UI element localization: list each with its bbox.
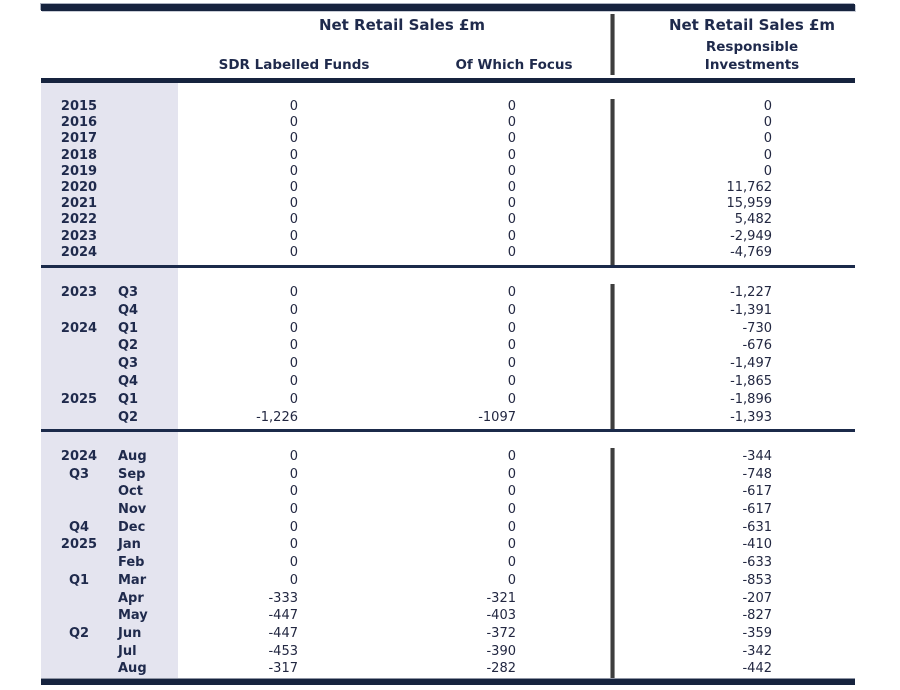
cell-responsible-investments: -827	[742, 608, 772, 624]
row-label-primary: 2019	[60, 163, 98, 179]
row-label-primary: Q1	[68, 572, 90, 588]
cell-sdr-labelled-funds: -453	[268, 643, 298, 659]
row-label-primary: 2018	[60, 147, 98, 163]
cell-of-which-focus: -1097	[478, 409, 516, 425]
cell-sdr-labelled-funds: 0	[289, 163, 298, 179]
cell-responsible-investments: -2,949	[730, 228, 772, 244]
cell-responsible-investments: -631	[742, 519, 772, 535]
cell-responsible-investments: -1,497	[730, 356, 772, 372]
cell-responsible-investments: 0	[763, 163, 772, 179]
quarterly-section	[41, 268, 855, 429]
column-header-sdr-labelled-funds: SDR Labelled Funds	[218, 57, 370, 73]
row-label-secondary: Jul	[118, 643, 137, 659]
row-label-secondary: Q1	[118, 320, 139, 336]
table-row	[41, 148, 855, 164]
cell-responsible-investments: -676	[742, 338, 772, 354]
cell-of-which-focus: 0	[507, 338, 516, 354]
cell-sdr-labelled-funds: 0	[289, 373, 298, 389]
row-label-primary: Q2	[68, 625, 90, 641]
table-row	[41, 572, 855, 590]
table-row	[41, 660, 855, 678]
table-row	[41, 212, 855, 228]
cell-of-which-focus: 0	[507, 449, 516, 464]
cell-of-which-focus: 0	[507, 555, 516, 571]
cell-of-which-focus: -372	[486, 625, 516, 641]
row-label-primary: 2025	[60, 391, 98, 407]
cell-of-which-focus: 0	[507, 196, 516, 212]
cell-responsible-investments: -633	[742, 555, 772, 571]
cell-sdr-labelled-funds: -447	[268, 625, 298, 641]
cell-sdr-labelled-funds: 0	[289, 338, 298, 354]
right-group-title: Net Retail Sales £m	[668, 16, 836, 34]
cell-sdr-labelled-funds: 0	[289, 212, 298, 228]
cell-of-which-focus: -321	[486, 590, 516, 606]
cell-sdr-labelled-funds: 0	[289, 285, 298, 300]
cell-sdr-labelled-funds: 0	[289, 228, 298, 244]
table-row	[41, 536, 855, 554]
cell-sdr-labelled-funds: 0	[289, 391, 298, 407]
table-row	[41, 131, 855, 147]
cell-responsible-investments: -853	[742, 572, 772, 588]
cell-responsible-investments: -730	[742, 320, 772, 336]
cell-responsible-investments: -748	[742, 466, 772, 482]
cell-of-which-focus: -390	[486, 643, 516, 659]
cell-sdr-labelled-funds: 0	[289, 502, 298, 518]
cell-of-which-focus: 0	[507, 519, 516, 535]
row-label-primary: 2023	[60, 228, 98, 244]
table-row	[41, 320, 855, 338]
table-row	[41, 302, 855, 320]
cell-responsible-investments: -359	[742, 625, 772, 641]
row-label-primary: 2024	[60, 320, 98, 336]
cell-responsible-investments: 11,762	[726, 179, 772, 195]
cell-of-which-focus: 0	[507, 179, 516, 195]
cell-sdr-labelled-funds: 0	[289, 147, 298, 163]
cell-of-which-focus: 0	[507, 502, 516, 518]
cell-of-which-focus: 0	[507, 572, 516, 588]
row-label-secondary: Jun	[118, 625, 142, 641]
quarterly-rows	[41, 284, 855, 426]
cell-responsible-investments: -1,896	[730, 391, 772, 407]
row-label-primary: 2024	[60, 449, 98, 464]
row-label-primary: 2017	[60, 131, 98, 147]
row-label-primary: 2021	[60, 196, 98, 212]
row-label-secondary: May	[118, 608, 148, 624]
cell-sdr-labelled-funds: 0	[289, 179, 298, 195]
cell-of-which-focus: -282	[486, 661, 516, 677]
row-label-primary: 2024	[60, 244, 98, 260]
cell-responsible-investments: -410	[742, 537, 772, 553]
cell-sdr-labelled-funds: 0	[289, 572, 298, 588]
cell-of-which-focus: 0	[507, 163, 516, 179]
cell-sdr-labelled-funds: 0	[289, 356, 298, 372]
row-label-secondary: Q1	[118, 391, 139, 407]
row-label-secondary: Q2	[118, 338, 139, 354]
cell-of-which-focus: 0	[507, 147, 516, 163]
cell-responsible-investments: -344	[742, 449, 772, 464]
table-row	[41, 643, 855, 661]
cell-responsible-investments: -207	[742, 590, 772, 606]
row-label-secondary: Aug	[118, 449, 147, 464]
row-label-primary: Q3	[68, 466, 90, 482]
cell-responsible-investments: -1,865	[730, 373, 772, 389]
row-label-secondary: Q4	[118, 373, 139, 389]
cell-responsible-investments: 0	[763, 131, 772, 147]
row-label-secondary: Q4	[118, 302, 139, 318]
cell-of-which-focus: 0	[507, 115, 516, 131]
row-label-primary: 2022	[60, 212, 98, 228]
cell-of-which-focus: 0	[507, 320, 516, 336]
cell-responsible-investments: -1,227	[730, 285, 772, 300]
row-label-secondary: Sep	[118, 466, 146, 482]
cell-of-which-focus: 0	[507, 373, 516, 389]
cell-responsible-investments: -4,769	[730, 244, 772, 260]
cell-of-which-focus: 0	[507, 244, 516, 260]
table-row	[41, 99, 855, 115]
cell-responsible-investments: 0	[763, 115, 772, 131]
cell-of-which-focus: 0	[507, 285, 516, 300]
annual-rows	[41, 99, 855, 261]
cell-responsible-investments: 5,482	[734, 212, 772, 228]
top-rule	[41, 4, 855, 11]
cell-sdr-labelled-funds: 0	[289, 449, 298, 464]
table-row	[41, 519, 855, 537]
responsible-investments-header-line1: Responsible	[705, 39, 799, 55]
annual-section	[41, 83, 855, 265]
cell-of-which-focus: 0	[507, 99, 516, 114]
cell-responsible-investments: 0	[763, 99, 772, 114]
cell-responsible-investments: -1,393	[730, 409, 772, 425]
table-row	[41, 409, 855, 427]
cell-sdr-labelled-funds: 0	[289, 519, 298, 535]
cell-sdr-labelled-funds: 0	[289, 302, 298, 318]
table-row	[41, 164, 855, 180]
table-row	[41, 229, 855, 245]
table-row	[41, 337, 855, 355]
row-label-secondary: Jan	[118, 537, 141, 553]
table-row	[41, 391, 855, 409]
table-row	[41, 501, 855, 519]
cell-responsible-investments: -617	[742, 502, 772, 518]
row-label-secondary: Q2	[118, 409, 139, 425]
monthly-section	[41, 432, 855, 678]
row-label-secondary: Oct	[118, 484, 143, 500]
table-row	[41, 625, 855, 643]
cell-sdr-labelled-funds: -447	[268, 608, 298, 624]
cell-of-which-focus: 0	[507, 131, 516, 147]
row-label-primary: 2020	[60, 179, 98, 195]
cell-sdr-labelled-funds: 0	[289, 484, 298, 500]
cell-of-which-focus: 0	[507, 212, 516, 228]
cell-sdr-labelled-funds: 0	[289, 244, 298, 260]
table-row	[41, 245, 855, 261]
row-label-primary: 2015	[60, 99, 98, 114]
table-row	[41, 355, 855, 373]
cell-of-which-focus: 0	[507, 466, 516, 482]
left-group-title: Net Retail Sales £m	[318, 16, 486, 34]
row-label-secondary: Aug	[118, 661, 147, 677]
table-row	[41, 448, 855, 466]
cell-of-which-focus: 0	[507, 356, 516, 372]
table-header	[41, 11, 855, 78]
cell-responsible-investments: 15,959	[726, 196, 772, 212]
cell-of-which-focus: 0	[507, 484, 516, 500]
cell-responsible-investments: -1,391	[730, 302, 772, 318]
cell-of-which-focus: 0	[507, 228, 516, 244]
table-row	[41, 466, 855, 484]
table-row	[41, 196, 855, 212]
column-header-of-which-focus: Of Which Focus	[455, 57, 573, 73]
cell-sdr-labelled-funds: 0	[289, 320, 298, 336]
cell-sdr-labelled-funds: -333	[268, 590, 298, 606]
table-row	[41, 483, 855, 501]
table-row	[41, 554, 855, 572]
table-row	[41, 373, 855, 391]
row-label-secondary: Apr	[118, 590, 144, 606]
row-label-secondary: Feb	[118, 555, 145, 571]
table-row	[41, 590, 855, 608]
cell-sdr-labelled-funds: 0	[289, 115, 298, 131]
cell-responsible-investments: 0	[763, 147, 772, 163]
row-label-primary: 2016	[60, 115, 98, 131]
cell-sdr-labelled-funds: 0	[289, 131, 298, 147]
cell-sdr-labelled-funds: 0	[289, 196, 298, 212]
row-label-primary: 2023	[60, 285, 98, 300]
cell-sdr-labelled-funds: 0	[289, 537, 298, 553]
row-label-secondary: Dec	[118, 519, 146, 535]
cell-sdr-labelled-funds: 0	[289, 99, 298, 114]
responsible-investments-header-line2: Investments	[704, 57, 800, 73]
row-label-secondary: Q3	[118, 285, 139, 300]
table-row	[41, 607, 855, 625]
header-vertical-divider	[610, 14, 615, 75]
cell-of-which-focus: 0	[507, 302, 516, 318]
row-label-secondary: Q3	[118, 356, 139, 372]
cell-responsible-investments: -342	[742, 643, 772, 659]
cell-of-which-focus: 0	[507, 537, 516, 553]
cell-responsible-investments: -617	[742, 484, 772, 500]
cell-of-which-focus: -403	[486, 608, 516, 624]
table-row	[41, 284, 855, 302]
cell-of-which-focus: 0	[507, 391, 516, 407]
cell-sdr-labelled-funds: -1,226	[256, 409, 298, 425]
net-retail-sales-table	[41, 4, 855, 684]
bottom-rule	[41, 678, 855, 685]
table-row	[41, 115, 855, 131]
row-label-secondary: Nov	[118, 502, 147, 518]
row-label-secondary: Mar	[118, 572, 147, 588]
cell-responsible-investments: -442	[742, 661, 772, 677]
cell-sdr-labelled-funds: -317	[268, 661, 298, 677]
cell-sdr-labelled-funds: 0	[289, 466, 298, 482]
row-label-primary: Q4	[68, 519, 90, 535]
monthly-rows	[41, 448, 855, 678]
cell-sdr-labelled-funds: 0	[289, 555, 298, 571]
row-label-primary: 2025	[60, 537, 98, 553]
table-row	[41, 180, 855, 196]
